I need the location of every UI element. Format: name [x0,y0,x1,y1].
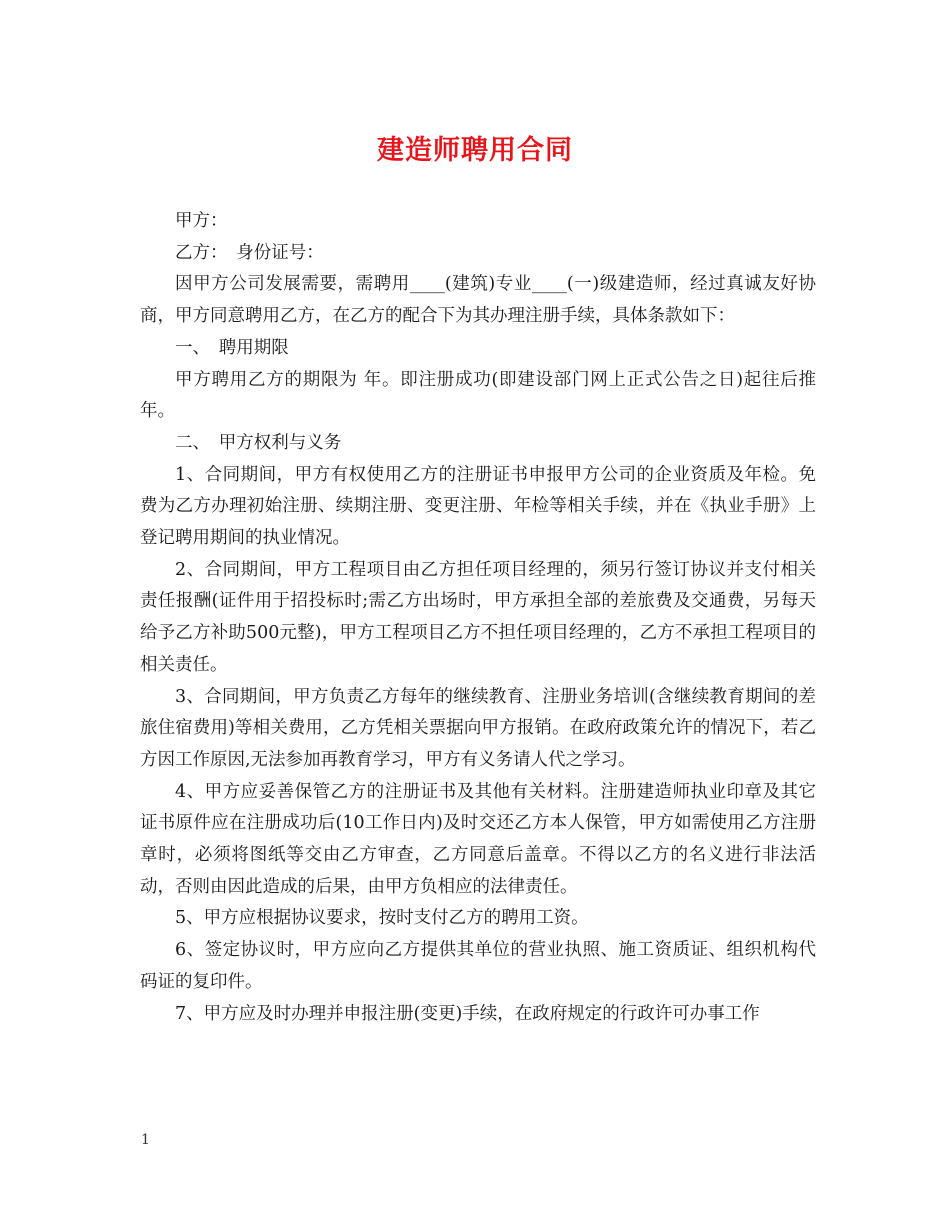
clause-2: 2、合同期间，甲方工程项目由乙方担任项目经理的，须另行签订协议并支付相关责任报酬(证件用于招投标时;需乙方出场时，甲方承担全部的差旅费及交通费，另每天给予乙方补助500元整)，甲方工程项目乙方不担任项目经理的，乙方不承担工程项目的相关责任。 [140,559,816,675]
section-heading-party-a-rights: 二、 甲方权利与义务 [175,432,342,453]
document-body [140,206,816,1030]
preamble-paragraph: 因甲方公司发展需要，需聘用____(建筑)专业____(一)级建造师，经过真诚友好协商，甲方同意聘用乙方，在乙方的配合下为其办理注册手续，具体条款如下： [140,274,816,327]
clause-5: 5、甲方应根据协议要求，按时支付乙方的聘用工资。 [175,908,589,929]
party-a-line: 甲方： [175,211,228,231]
clause-1: 1、合同期间，甲方有权使用乙方的注册证书申报甲方公司的企业资质及年检。免费为乙方办理初始注册、续期注册、变更注册、年检等相关手续，并在《执业手册》上登记聘用期间的执业情况。 [140,464,816,549]
clause-3: 3、合同期间，甲方负责乙方每年的继续教育、注册业务培训(含继续教育期间的差旅住宿费用)等相关费用，乙方凭相关票据向甲方报销。在政府政策允许的情况下，若乙方因工作原因,无法参加再教育学习，甲方有义务请人代之学习。 [140,686,816,770]
section-heading-term: 一、 聘用期限 [175,337,289,358]
document-title: 建造师聘用合同 [377,135,573,166]
party-b-line: 乙方： 身份证号： [175,242,324,263]
clause-6: 6、签定协议时，甲方应向乙方提供其单位的营业执照、施工资质证、组织机构代码证的复印件。 [140,940,816,992]
term-paragraph: 甲方聘用乙方的期限为 年。即注册成功(即建设部门网上正式公告之日)起往后推 年。 [140,369,816,422]
page-number: 1 [141,1132,150,1148]
clause-4: 4、甲方应妥善保管乙方的注册证书及其他有关材料。注册建造师执业印章及其它证书原件应在注册成功后(10工作日内)及时交还乙方本人保管，甲方如需使用乙方注册章时，必须将图纸等交由乙方审查，乙方同意后盖章。不得以乙方的名义进行非法活动，否则由因此造成的后果，由甲方负相应的法律责任。 [140,781,816,897]
clause-7: 7、甲方应及时办理并申报注册(变更)手续，在政府规定的行政许可办事工作 [175,1003,760,1024]
